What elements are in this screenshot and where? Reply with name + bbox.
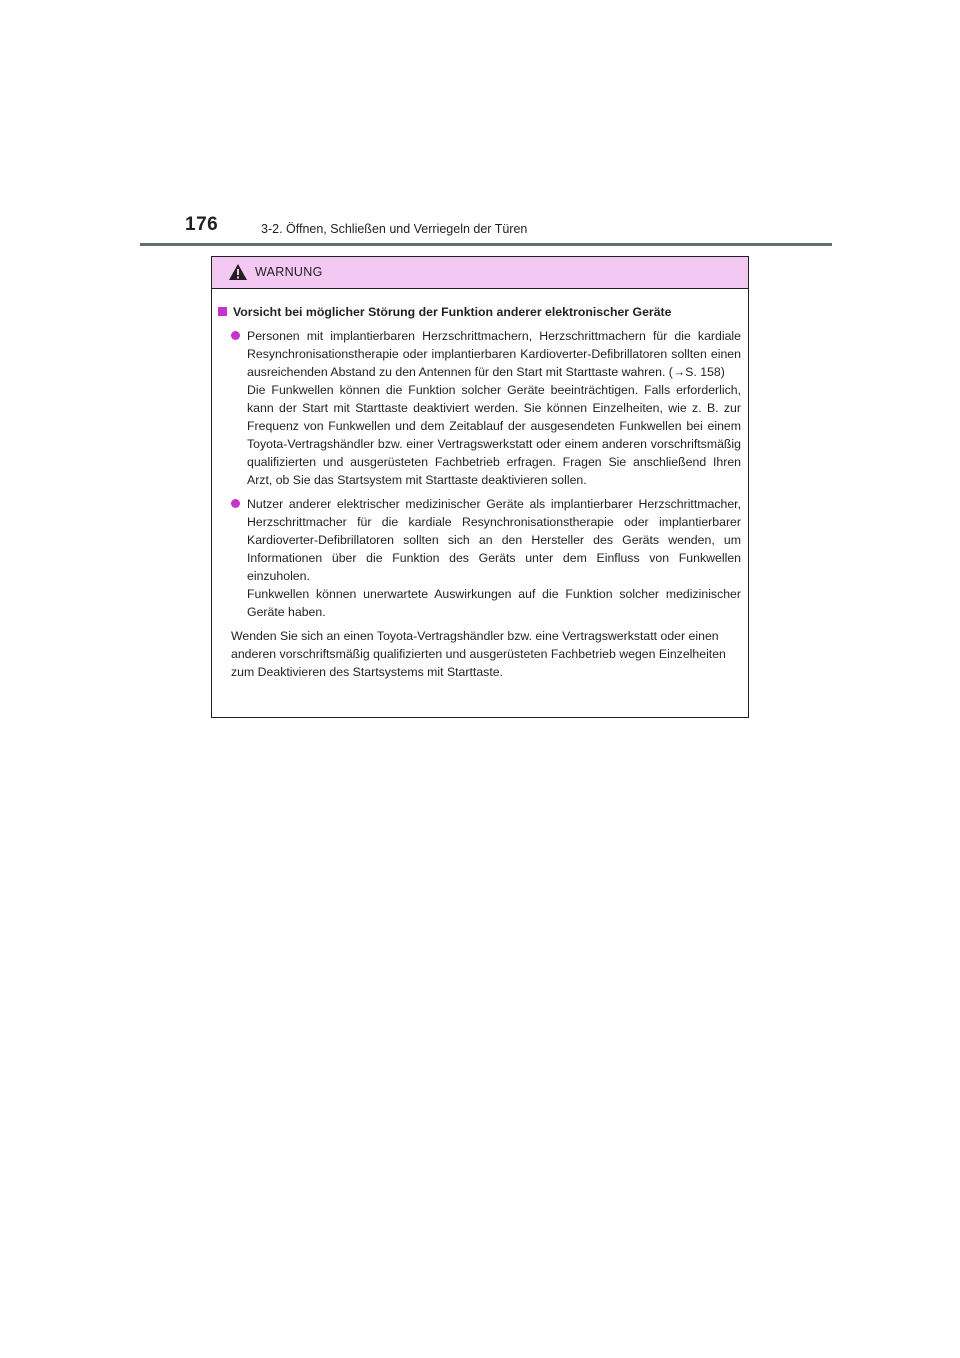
list-item — [218, 495, 741, 621]
list-item — [218, 327, 741, 489]
paragraph: Die Funkwellen können die Funktion solcher Geräte beeinträchtigen. Falls erforderlich, kann der Start mit Starttaste deaktiviert werden. Sie können Einzelheiten, wie z. B. zur Frequenz von Funkwellen und dem Zeitablauf der ausgesendeten Funkwellen bei einem Toyota-Vertragshändler bzw. einer Vertragswerkstatt oder einem anderen vorschriftsmäßig qualifizierten und ausgerüsteten Fachbetrieb erfragen. Fragen Sie anschließend Ihren Arzt, ob Sie das Startsystem mit Starttaste deaktivieren sollen. — [247, 383, 741, 487]
round-bullet-icon — [231, 499, 240, 508]
paragraph: Personen mit implantierbaren Herzschrittmachern, Herzschrittmachern für die kardiale Resynchronisationstherapie oder implantierbaren Kardioverter-Defibrillatoren sollten einen ausreichenden Abstand zu den Antennen für den Start mit Starttaste wahren. (→S. 158) — [247, 329, 741, 379]
paragraph: Nutzer anderer elektrischer medizinischer Geräte als implantierbarer Herzschrittmacher, Herzschrittmacher für die kardiale Resynchronisationstherapie oder implantierbarer Kardioverter-Defibrillatoren sollten sich an den Hersteller des Geräts wenden, um Informationen über die Funktion des Geräts unter dem Einfluss von Funkwellen einzuholen. — [247, 497, 741, 583]
warning-heading — [218, 303, 741, 321]
closing-paragraph: Wenden Sie sich an einen Toyota-Vertragshändler bzw. eine Vertragswerkstatt oder einen anderen vorschriftsmäßig qualifizierten und ausgerüsteten Fachbetrieb wegen Einzelheiten zum Deaktivieren des Startsystems mit Starttaste. — [231, 629, 726, 679]
section-title: 3-2. Öffnen, Schließen und Verriegeln der Türen — [261, 222, 528, 236]
round-bullet-icon — [231, 331, 240, 340]
paragraph: Funkwellen können unerwartete Auswirkungen auf die Funktion solcher medizinischer Geräte haben. — [247, 587, 741, 619]
warning-label: WARNUNG — [255, 265, 323, 279]
header-rule — [140, 243, 832, 246]
warning-box — [211, 256, 749, 718]
warning-heading-text: Vorsicht bei möglicher Störung der Funktion anderer elektronischer Geräte — [233, 305, 672, 319]
warning-triangle-icon — [228, 263, 248, 281]
square-bullet-icon — [218, 307, 227, 316]
warning-body — [212, 289, 748, 681]
warning-header — [212, 257, 748, 289]
page-number: 176 — [185, 214, 219, 235]
